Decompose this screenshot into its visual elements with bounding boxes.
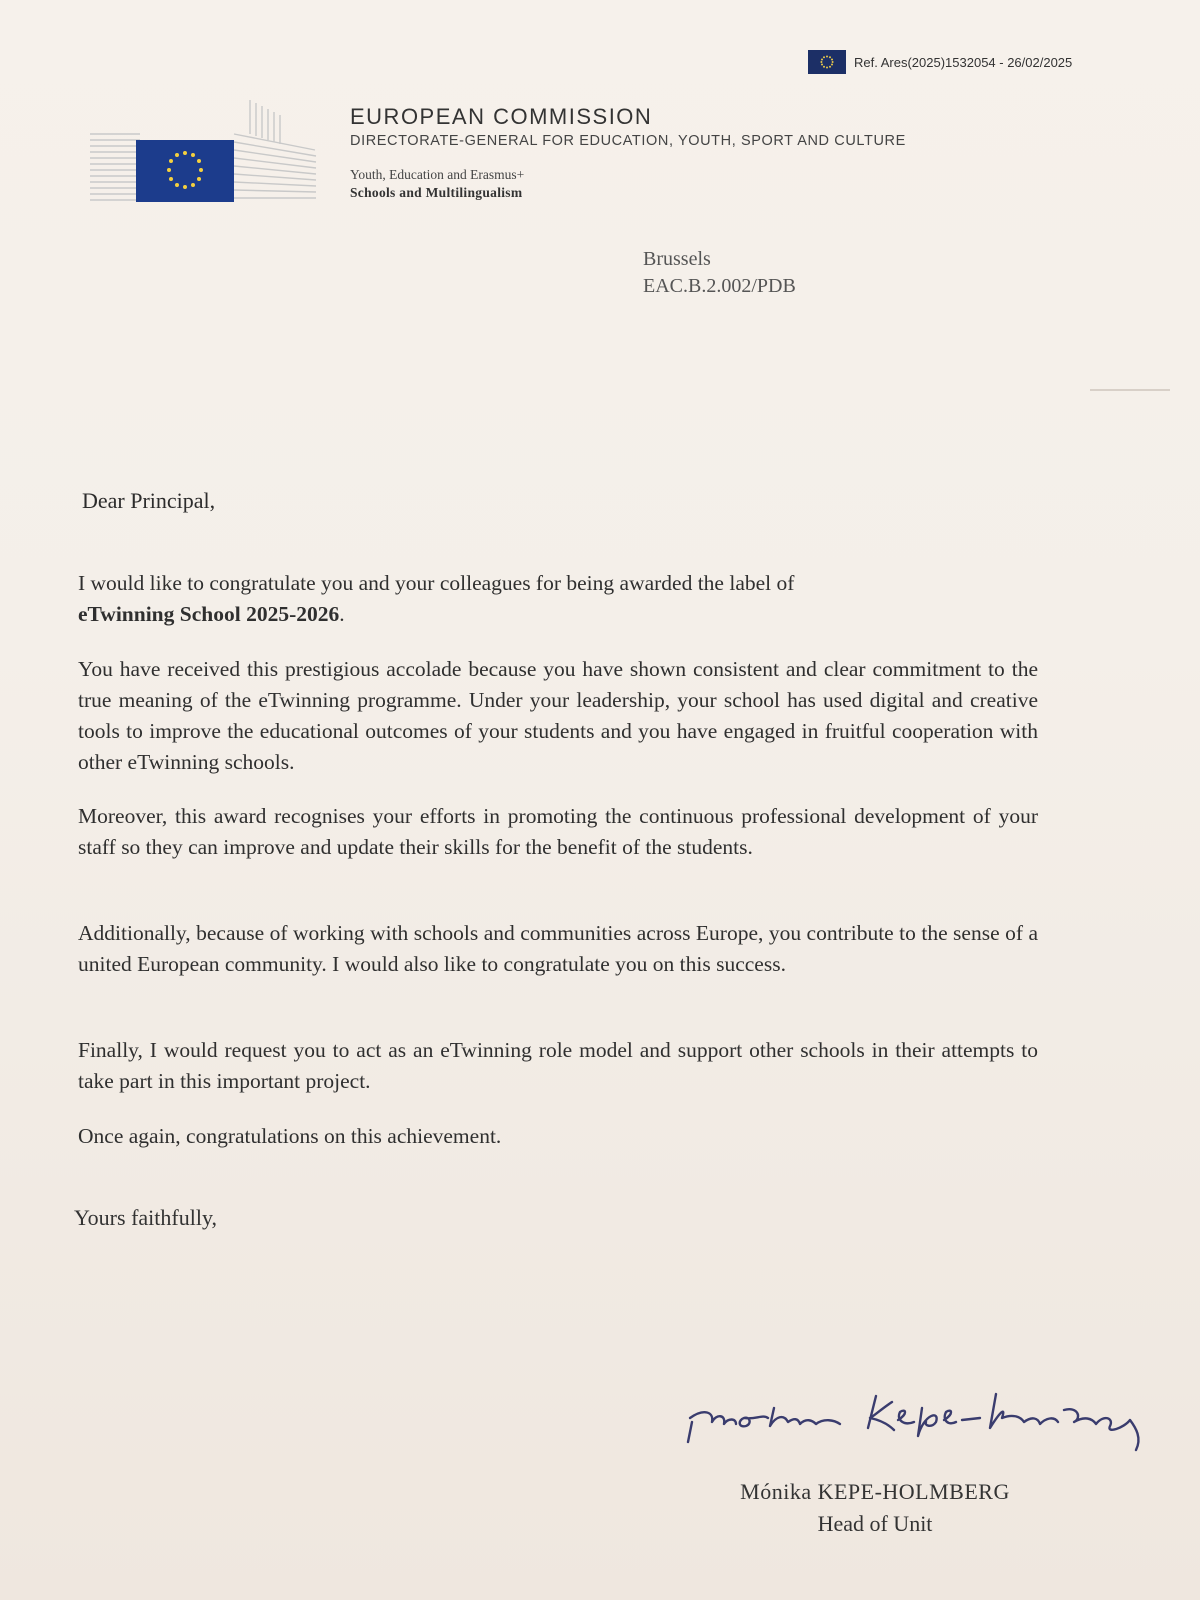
signatory-title: Head of Unit — [817, 1511, 933, 1536]
eu-flag-icon — [808, 50, 846, 74]
directorate-name: Youth, Education and Erasmus+ — [350, 167, 525, 182]
paragraph-final-congratulations: Once again, congratulations on this achievement. — [78, 1124, 502, 1148]
signatory-block — [700, 1476, 1050, 1540]
letterhead — [350, 104, 906, 201]
award-label: eTwinning School 2025-2026 — [78, 602, 340, 626]
directorate-general-name: DIRECTORATE-GENERAL FOR EDUCATION, YOUTH, SPORT AND CULTURE — [350, 133, 906, 149]
city: Brussels — [643, 248, 711, 270]
paragraph-congratulation — [78, 568, 1038, 630]
paragraph-professional-development: Moreover, this award recognises your efforts in promoting the continuous professional development of your staff so they can improve and update their skills for the benefit of the students. — [78, 804, 1038, 859]
unit-name: Schools and Multilingualism — [350, 185, 523, 200]
institution-name: EUROPEAN COMMISSION — [350, 104, 653, 129]
paragraph-accolade: You have received this prestigious accolade because you have shown consistent and clear commitment to the true meaning of the eTwinning programme. Under your leadership, your school has used digital and creative tools to improve the educational outcomes of your students and you have engaged in fruitful cooperation with other eTwinning schools. — [78, 657, 1038, 774]
european-commission-logo-icon — [90, 98, 322, 210]
paragraph-role-model: Finally, I would request you to act as an eTwinning role model and support other schools in their attempts to take part in this important project. — [78, 1038, 1038, 1093]
paragraph-congratulation-lead: I would like to congratulate you and your colleagues for being awarded the label of — [78, 571, 795, 595]
ares-reference — [808, 50, 1072, 74]
paragraph-congratulation-end: . — [339, 602, 345, 626]
ares-reference-text: Ref. Ares(2025)1532054 - 26/02/2025 — [854, 54, 1073, 70]
file-reference: EAC.B.2.002/PDB — [643, 275, 796, 297]
paper-edge-divider — [1090, 389, 1170, 391]
place-and-reference — [643, 246, 796, 300]
salutation: Dear Principal, — [82, 488, 216, 513]
signatory-name: Mónika KEPE-HOLMBERG — [740, 1479, 1010, 1504]
paragraph-european-community: Additionally, because of working with schools and communities across Europe, you contribute to the sense of a united European community. I would also like to congratulate you on this success. — [78, 921, 1038, 976]
handwritten-signature — [684, 1378, 1184, 1458]
closing: Yours faithfully, — [74, 1205, 218, 1230]
